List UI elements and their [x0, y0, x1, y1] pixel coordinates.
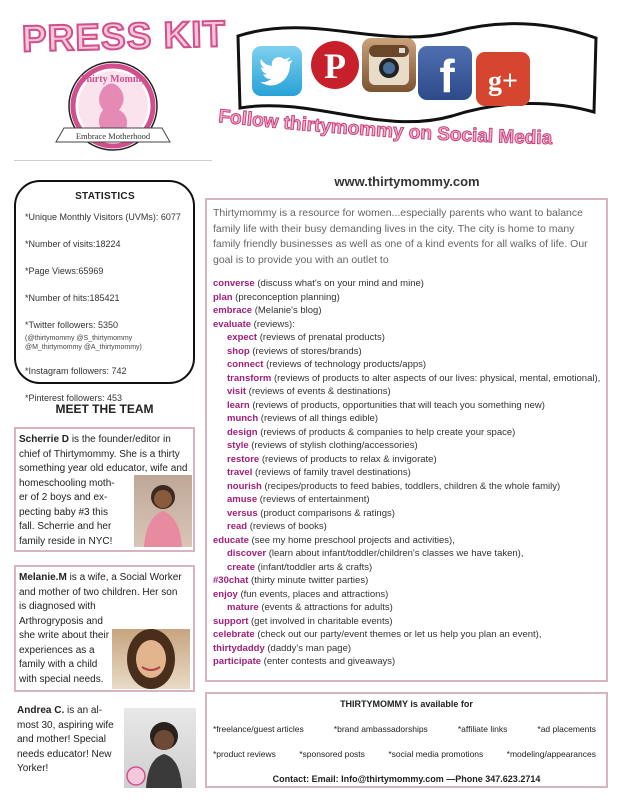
category-item-discover[interactable] — [213, 547, 600, 561]
category-description: (enter contests and giveaways) — [261, 656, 396, 667]
category-description: (reviews of books) — [247, 521, 327, 532]
instagram-icon[interactable] — [362, 38, 416, 92]
category-keyword[interactable]: participate — [213, 656, 262, 667]
team-member-photo — [124, 708, 196, 788]
category-keyword[interactable]: embrace — [213, 305, 253, 316]
category-item-30chat[interactable] — [213, 574, 600, 588]
website-url[interactable]: www.thirtymommy.com — [334, 174, 480, 189]
category-keyword[interactable]: converse — [213, 278, 255, 289]
category-item-celebrate[interactable] — [213, 628, 600, 642]
category-keyword[interactable]: transform — [227, 372, 272, 384]
category-item-amuse[interactable] — [213, 493, 600, 507]
category-description: (reviews of prenatal products) — [257, 332, 385, 343]
category-keyword[interactable]: visit — [227, 386, 247, 397]
team-member-card: Melanie.M is a wife, a Social Worker and mother of two children. Her son is diagnosed with Arthrogryposis and she write about their experiences as a family with a child with special needs. — [14, 565, 195, 692]
stat-instagram: *Instagram followers: 742 — [25, 366, 127, 376]
category-description: (learn about infant/toddler/children's classes we have taken), — [266, 548, 524, 559]
availability-item: *brand ambassadorships — [333, 724, 428, 734]
availability-item: *sponsored posts — [299, 749, 365, 759]
category-keyword[interactable]: discover — [227, 548, 267, 559]
category-description: (see my home preschool projects and activities), — [248, 534, 455, 546]
category-keyword[interactable]: style — [227, 440, 249, 451]
availability-item: *modeling/appearances — [506, 749, 596, 759]
team-member-name: Scherrie D — [19, 434, 70, 445]
category-keyword[interactable]: expect — [227, 332, 258, 343]
availability-item: *freelance/guest articles — [213, 724, 304, 734]
category-list — [213, 277, 600, 669]
team-member-name: Andrea C. — [17, 705, 65, 716]
category-item-enjoy[interactable] — [213, 588, 600, 602]
category-keyword[interactable]: celebrate — [213, 629, 255, 640]
facebook-icon[interactable] — [418, 46, 472, 100]
category-keyword[interactable]: restore — [227, 453, 260, 465]
pinterest-icon[interactable] — [308, 38, 362, 92]
header-divider — [14, 160, 212, 161]
availability-row — [211, 724, 602, 734]
category-keyword[interactable]: versus — [227, 507, 258, 519]
category-description: (reviews of products to relax & invigorate) — [259, 453, 437, 465]
category-description: (discuss what's on your mind and mine) — [254, 278, 424, 289]
category-item-mature[interactable] — [213, 601, 600, 615]
availability-row — [211, 749, 602, 759]
category-keyword[interactable]: plan — [213, 291, 233, 303]
category-item-style[interactable] — [213, 439, 600, 453]
stat-hits: *Number of hits:185421 — [25, 293, 120, 303]
category-item-evaluate[interactable] — [213, 318, 600, 332]
team-member-photo — [134, 475, 192, 547]
svg-text:g+: g+ — [488, 66, 518, 96]
availability-item: *affiliate links — [457, 724, 508, 734]
category-item-restore[interactable] — [213, 453, 600, 467]
category-description: (reviews of stylish clothing/accessories) — [248, 440, 418, 451]
press-kit-title: PRESS KIT — [21, 13, 227, 60]
category-item-thirtydaddy[interactable] — [213, 642, 600, 656]
category-description: (reviews of events & destinations) — [246, 386, 391, 397]
team-member-card: Andrea C. is an al- most 30, aspiring wife and mother! Special needs educator! New Yorker! — [14, 700, 195, 790]
category-description: (reviews of technology products/apps) — [263, 359, 427, 370]
category-item-participate[interactable] — [213, 655, 600, 669]
availability-title: THIRTYMOMMY is available for — [340, 699, 473, 709]
logo-tagline: Embrace Motherhood — [75, 131, 151, 141]
category-item-transform[interactable] — [213, 372, 600, 386]
category-description: (preconception planning) — [232, 291, 340, 303]
stat-twitter-handles-2: @M_thirtymommy @A_thirtymommy) — [25, 344, 142, 351]
team-member-name: Melanie.M — [19, 572, 67, 583]
statistics-title: STATISTICS — [75, 191, 135, 202]
category-keyword[interactable]: amuse — [227, 494, 258, 505]
thirty-mommy-logo — [48, 58, 178, 162]
category-description: (reviews of entertainment) — [257, 494, 370, 505]
category-description: (reviews of products & companies to help create your space) — [257, 426, 516, 438]
meet-the-team-title: MEET THE TEAM — [55, 402, 154, 416]
category-item-plan[interactable] — [213, 291, 600, 305]
follow-social-heading — [214, 96, 554, 166]
statistics-box — [14, 180, 195, 403]
stat-pinterest: *Pinterest followers: 453 — [25, 393, 123, 403]
team-member-card: Scherrie D is the founder/editor in chief of Thirtymommy. She is a thirty something year old educator, wife and homeschooling moth- er of 2 boys and ex- pecting baby #3 this fall. Scherrie and her family reside in NYC! — [14, 427, 195, 552]
availability-item: *social media promotions — [388, 749, 484, 759]
logo-brand-text: Thirty Mommy — [79, 74, 147, 85]
category-keyword[interactable]: read — [227, 521, 248, 532]
category-keyword[interactable]: connect — [227, 359, 264, 370]
category-keyword[interactable]: shop — [227, 345, 250, 357]
twitter-icon[interactable] — [252, 46, 302, 96]
category-keyword[interactable]: nourish — [227, 480, 262, 492]
category-keyword[interactable]: enjoy — [213, 588, 238, 600]
category-description: (reviews of family travel destinations) — [252, 467, 411, 478]
category-keyword[interactable]: #30chat — [213, 575, 249, 586]
svg-text:Follow thirtymommy on Social M — [217, 106, 552, 149]
category-item-shop[interactable] — [213, 345, 600, 359]
category-description: (thirty minute twitter parties) — [248, 575, 369, 586]
category-item-embrace[interactable] — [213, 304, 600, 318]
category-item-read[interactable] — [213, 520, 600, 534]
stat-twitter-handles-1: (@thirtymommy @S_thirtymommy — [25, 335, 133, 342]
contact-info[interactable]: Contact: Email: Info@thirtymommy.com —Phone 347.623.2714 — [272, 774, 541, 784]
availability-item: *product reviews — [213, 749, 276, 759]
category-item-design[interactable] — [213, 426, 600, 440]
category-description: (reviews of products to alter aspects of our lives: physical, mental, emotional), — [271, 372, 601, 384]
category-item-munch[interactable] — [213, 412, 600, 426]
category-item-converse[interactable] — [213, 277, 600, 291]
category-description: (product comparisons & ratings) — [257, 507, 395, 519]
availability-item: *ad placements — [537, 724, 596, 734]
category-item-learn[interactable] — [213, 399, 600, 413]
category-item-educate[interactable] — [213, 534, 600, 548]
category-description: (recipes/products to feed babies, toddlers, children & the whole family) — [261, 480, 561, 492]
category-item-visit[interactable] — [213, 385, 600, 399]
availability-box — [205, 692, 608, 788]
category-description: (events & attractions for adults) — [258, 602, 393, 613]
category-description: (fun events, places and attractions) — [237, 588, 389, 600]
category-keyword[interactable]: create — [227, 561, 255, 573]
category-item-create[interactable] — [213, 561, 600, 575]
stat-unique-visitors: *Unique Monthly Visitors (UVMs): 6077 — [25, 212, 181, 222]
category-description: (reviews): — [251, 318, 295, 330]
category-keyword[interactable]: learn — [227, 399, 250, 411]
category-keyword[interactable]: design — [227, 426, 258, 438]
stat-twitter — [25, 320, 185, 352]
category-description: (Melanie's blog) — [252, 305, 322, 316]
category-keyword[interactable]: mature — [227, 602, 259, 613]
category-keyword[interactable]: support — [213, 615, 249, 627]
category-description: (daddy's man page) — [264, 642, 352, 654]
category-keyword[interactable]: travel — [227, 467, 253, 478]
intro-paragraph: Thirtymommy is a resource for women...especially parents who want to balance family life with their busy demanding lives in the city. The city is home to many family friendly businesses as well as one of a kind events for all walks of life. Our goal is to provide you with an outlet to — [213, 207, 588, 266]
category-description: (reviews of products, opportunities that will teach you something new) — [249, 399, 545, 411]
category-description: (check out our party/event themes or let us help you plan an event), — [254, 629, 542, 640]
team-member-photo — [112, 629, 190, 689]
about-box — [205, 198, 608, 682]
category-keyword[interactable]: munch — [227, 413, 259, 424]
category-keyword[interactable]: thirtydaddy — [213, 642, 265, 654]
category-description: (infant/toddler arts & crafts) — [255, 561, 373, 573]
stat-page-views: *Page Views:65969 — [25, 266, 104, 276]
svg-text:f: f — [439, 50, 455, 96]
category-item-support[interactable] — [213, 615, 600, 629]
category-keyword[interactable]: educate — [213, 534, 249, 546]
follow-text: Follow thirtymommy on Social Media — [217, 106, 553, 150]
category-item-versus[interactable] — [213, 507, 600, 521]
category-description: (reviews of all things edible) — [258, 413, 378, 424]
svg-text:P: P — [324, 46, 346, 86]
category-description: (get involved in charitable events) — [248, 615, 393, 627]
stat-twitter-followers: *Twitter followers: 5350 — [25, 320, 119, 330]
category-keyword[interactable]: evaluate — [213, 318, 252, 330]
stat-visits: *Number of visits:18224 — [25, 239, 121, 249]
category-item-travel[interactable] — [213, 466, 600, 480]
category-item-nourish[interactable] — [213, 480, 600, 494]
category-item-expect[interactable] — [213, 331, 600, 345]
category-item-connect[interactable] — [213, 358, 600, 372]
category-description: (reviews of stores/brands) — [249, 345, 362, 357]
